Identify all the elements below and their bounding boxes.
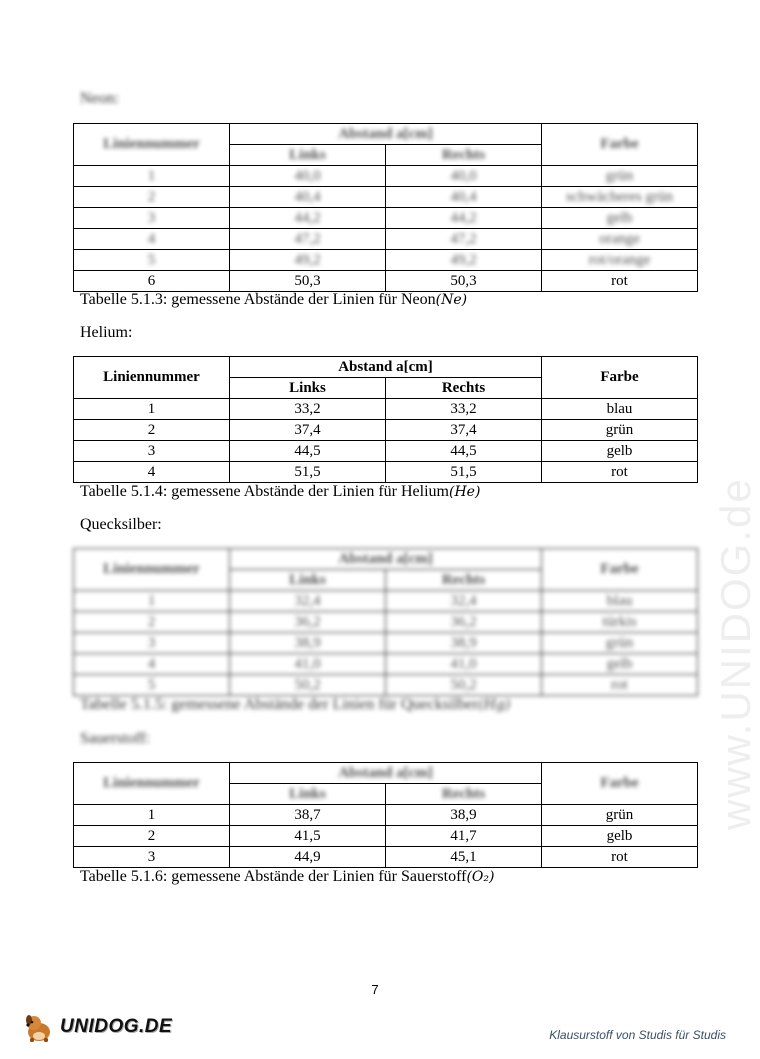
brand-logo-text: UNIDOG.DE: [60, 1016, 173, 1037]
cell-rechts: 38,9: [386, 633, 542, 654]
table-row: [74, 462, 698, 483]
table-row: [74, 187, 698, 208]
header-rechts: Rechts: [386, 570, 542, 591]
table-row: [74, 271, 698, 292]
table-row: [74, 420, 698, 441]
header-abstand: Abstand a[cm]: [230, 549, 542, 570]
formula-o2: (O₂): [466, 869, 495, 885]
cell-links: 40,0: [230, 166, 386, 187]
header-links: Links: [230, 378, 386, 399]
cell-links: 36,2: [230, 612, 386, 633]
header-liniennummer: Liniennummer: [74, 763, 230, 805]
table-row: [74, 847, 698, 868]
cell-linie: 3: [74, 208, 230, 229]
cell-linie: 4: [74, 229, 230, 250]
cell-rechts: 40,0: [386, 166, 542, 187]
table-row: [74, 166, 698, 187]
header-rechts: Rechts: [386, 145, 542, 166]
cell-links: 47,2: [230, 229, 386, 250]
cell-links: 49,2: [230, 250, 386, 271]
dog-mascot-icon: [22, 1010, 56, 1044]
header-abstand: Abstand a[cm]: [230, 357, 542, 378]
cell-linie: 4: [74, 462, 230, 483]
cell-rechts: 33,2: [386, 399, 542, 420]
cell-linie: 2: [74, 826, 230, 847]
cell-links: 44,2: [230, 208, 386, 229]
table-row: [74, 654, 698, 675]
cell-farbe: grün: [542, 805, 698, 826]
footer-logo[interactable]: [22, 1010, 172, 1044]
caption-helium: [80, 483, 480, 501]
table-row: [74, 591, 698, 612]
cell-links: 44,5: [230, 441, 386, 462]
table-quecksilber: [73, 548, 698, 696]
cell-links: 50,3: [230, 271, 386, 292]
watermark-text: www.UNIDOG.de: [712, 477, 759, 830]
cell-linie: 3: [74, 847, 230, 868]
cell-links: 32,4: [230, 591, 386, 612]
cell-links: 44,9: [230, 847, 386, 868]
cell-farbe: gelb: [542, 826, 698, 847]
header-rechts: Rechts: [386, 378, 542, 399]
footer-slogan: Klausurstoff von Studis für Studis: [549, 1028, 726, 1042]
cell-links: 33,2: [230, 399, 386, 420]
caption-text: Tabelle 5.1.6: gemessene Abstände der Linien für Sauerstoff: [80, 868, 467, 885]
cell-linie: 3: [74, 441, 230, 462]
header-liniennummer: Liniennummer: [74, 549, 230, 591]
cell-linie: 3: [74, 633, 230, 654]
cell-rechts: 45,1: [386, 847, 542, 868]
cell-rechts: 47,2: [386, 229, 542, 250]
cell-rechts: 50,3: [386, 271, 542, 292]
header-links: Links: [230, 145, 386, 166]
caption-text: Tabelle 5.1.5: gemessene Abstände der Linien für Quecksilber: [80, 696, 479, 713]
cell-linie: 1: [74, 591, 230, 612]
table-row: [74, 208, 698, 229]
cell-farbe: schwächeres grün: [542, 187, 698, 208]
caption-quecksilber: [80, 696, 510, 714]
table-row: [74, 250, 698, 271]
caption-neon: [80, 291, 467, 309]
section-label-quecksilber: Quecksilber:: [80, 516, 162, 533]
cell-rechts: 50,2: [386, 675, 542, 696]
cell-rechts: 41,0: [386, 654, 542, 675]
header-rechts: Rechts: [386, 784, 542, 805]
cell-linie: 2: [74, 612, 230, 633]
cell-linie: 1: [74, 805, 230, 826]
header-liniennummer: Liniennummer: [74, 124, 230, 166]
cell-farbe: grün: [542, 633, 698, 654]
table-helium: [73, 356, 698, 483]
cell-rechts: 41,7: [386, 826, 542, 847]
formula-he: (He): [449, 484, 481, 500]
header-farbe: Farbe: [542, 124, 698, 166]
table-sauerstoff: [73, 762, 698, 868]
header-abstand: Abstand a[cm]: [230, 763, 542, 784]
header-liniennummer: Liniennummer: [74, 357, 230, 399]
caption-text: Tabelle 5.1.4: gemessene Abstände der Linien für Helium: [80, 483, 449, 500]
cell-links: 41,5: [230, 826, 386, 847]
cell-rechts: 32,4: [386, 591, 542, 612]
cell-linie: 5: [74, 250, 230, 271]
cell-linie: 4: [74, 654, 230, 675]
cell-farbe: gelb: [542, 441, 698, 462]
cell-linie: 6: [74, 271, 230, 292]
cell-rechts: 37,4: [386, 420, 542, 441]
cell-farbe: blau: [542, 591, 698, 612]
table-neon: [73, 123, 698, 292]
caption-text: Tabelle 5.1.3: gemessene Abstände der Linien für Neon: [80, 291, 436, 308]
cell-farbe: rot: [542, 847, 698, 868]
cell-links: 51,5: [230, 462, 386, 483]
table-row: [74, 612, 698, 633]
cell-linie: 1: [74, 399, 230, 420]
cell-farbe: rot/orange: [542, 250, 698, 271]
section-label-sauerstoff: Sauerstoff:: [80, 730, 150, 747]
cell-links: 50,2: [230, 675, 386, 696]
section-label-neon: Neon:: [80, 90, 120, 107]
cell-rechts: 49,2: [386, 250, 542, 271]
cell-rechts: 40,4: [386, 187, 542, 208]
cell-farbe: blau: [542, 399, 698, 420]
table-row: [74, 441, 698, 462]
cell-farbe: orange: [542, 229, 698, 250]
header-abstand: Abstand a[cm]: [230, 124, 542, 145]
cell-farbe: grün: [542, 420, 698, 441]
table-row: [74, 805, 698, 826]
cell-farbe: grün: [542, 166, 698, 187]
cell-farbe: gelb: [542, 208, 698, 229]
formula-ne: (Ne): [435, 292, 468, 308]
caption-sauerstoff: [80, 868, 494, 886]
cell-linie: 1: [74, 166, 230, 187]
cell-links: 40,4: [230, 187, 386, 208]
cell-linie: 5: [74, 675, 230, 696]
cell-linie: 2: [74, 420, 230, 441]
header-farbe: Farbe: [542, 763, 698, 805]
table-row: [74, 826, 698, 847]
cell-farbe: rot: [542, 462, 698, 483]
header-farbe: Farbe: [542, 357, 698, 399]
cell-links: 38,9: [230, 633, 386, 654]
table-row: [74, 399, 698, 420]
formula-hg: (Hg): [478, 697, 511, 713]
header-farbe: Farbe: [542, 549, 698, 591]
table-row: [74, 229, 698, 250]
header-links: Links: [230, 570, 386, 591]
section-label-helium: Helium:: [80, 324, 133, 341]
cell-links: 38,7: [230, 805, 386, 826]
cell-links: 41,0: [230, 654, 386, 675]
cell-rechts: 44,5: [386, 441, 542, 462]
cell-rechts: 51,5: [386, 462, 542, 483]
cell-rechts: 38,9: [386, 805, 542, 826]
cell-links: 37,4: [230, 420, 386, 441]
cell-rechts: 44,2: [386, 208, 542, 229]
cell-farbe: türkis: [542, 612, 698, 633]
page-number: 7: [371, 982, 379, 997]
cell-farbe: rot: [542, 271, 698, 292]
header-links: Links: [230, 784, 386, 805]
table-row: [74, 633, 698, 654]
cell-farbe: rot: [542, 675, 698, 696]
cell-rechts: 36,2: [386, 612, 542, 633]
cell-linie: 2: [74, 187, 230, 208]
cell-farbe: gelb: [542, 654, 698, 675]
table-row: [74, 675, 698, 696]
